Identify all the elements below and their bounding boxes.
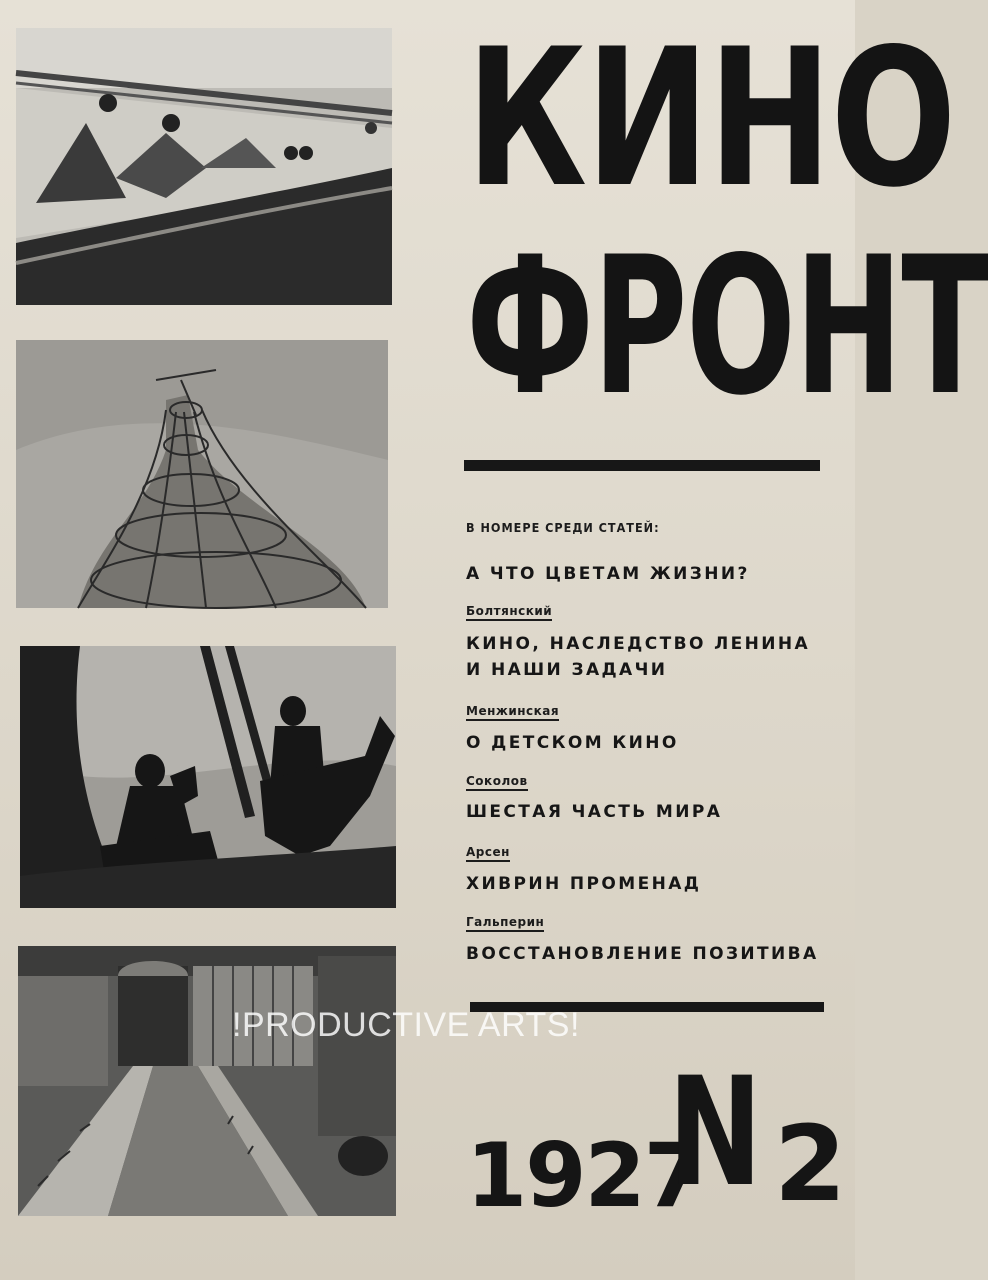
article-title: О ДЕТСКОМ КИНО	[466, 733, 679, 753]
article-title: А ЧТО ЦВЕТАМ ЖИЗНИ?	[466, 564, 750, 584]
article-title: ХИВРИН ПРОМЕНАД	[466, 874, 702, 894]
issue-year: 1927	[466, 1124, 703, 1227]
article-author: Соколов	[466, 774, 528, 791]
title-line-kino: КИНО	[466, 8, 955, 229]
article-author: Арсен	[466, 845, 510, 862]
issue-number: 2	[774, 1103, 847, 1225]
article-title: ШЕСТАЯ ЧАСТЬ МИРА	[466, 802, 723, 822]
divider-top	[464, 460, 820, 471]
article-title: ВОССТАНОВЛЕНИЕ ПОЗИТИВА	[466, 944, 819, 964]
article-title: И НАШИ ЗАДАЧИ	[466, 660, 668, 680]
article-author: Гальперин	[466, 915, 544, 932]
contents-heading: В НОМЕРЕ СРЕДИ СТАТЕЙ:	[466, 520, 660, 535]
article-title: КИНО, НАСЛЕДСТВО ЛЕНИНА	[466, 634, 811, 654]
photo-riders	[20, 646, 396, 908]
photo-interior	[18, 946, 396, 1216]
article-author: Болтянский	[466, 604, 552, 621]
number-sign: N	[668, 1046, 763, 1220]
photo-racetrack	[16, 28, 392, 305]
title-line-front: ФРОНТ	[466, 216, 988, 437]
photo-tower	[16, 340, 388, 608]
watermark: !PRODUCTIVE ARTS!	[232, 1006, 580, 1044]
article-author: Менжинская	[466, 704, 559, 721]
